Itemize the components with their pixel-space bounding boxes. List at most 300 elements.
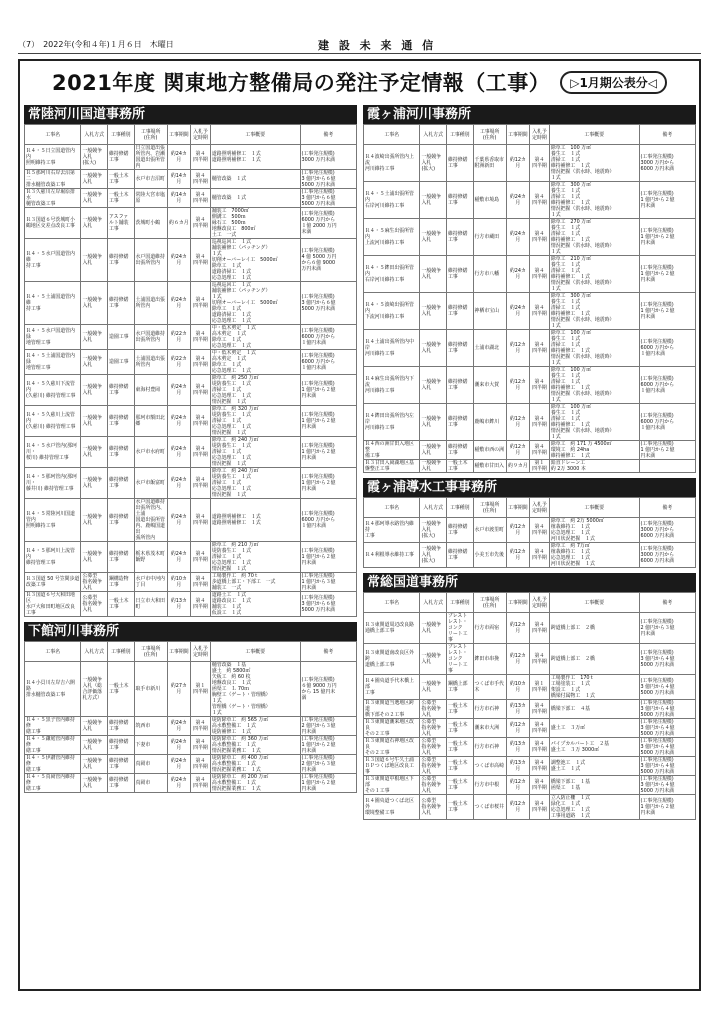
table-cell: 約14カ月 xyxy=(167,170,190,189)
table-cell: (工事発注規模) ６億 9000 万円 から 15 億円未 満 xyxy=(300,662,357,717)
table-cell: 第４ 四半期 xyxy=(190,437,210,468)
table-cell: 維持修繕 工事 xyxy=(446,367,473,404)
table-cell: 約12カ月 xyxy=(506,145,529,182)
table-cell: 約10カ月 xyxy=(167,573,190,592)
table-cell: 一般競争 入札 xyxy=(81,170,108,189)
column-header: 工事種別 xyxy=(446,593,473,613)
table-cell: (工事発注規模) 1 億円から２億 円未満 xyxy=(300,468,357,499)
table-cell: 跨道橋上部工 ２橋 xyxy=(549,644,639,675)
table-row xyxy=(364,757,696,776)
table-cell: 維持修繕 工事 xyxy=(446,543,473,568)
table-cell: Ｒ３東関道当選地区跨道 橋下部その２工事 xyxy=(364,700,420,719)
table-cell: 公募型 指名競争 入札 xyxy=(81,592,108,617)
table-cell: 一般競争 入札 xyxy=(81,717,108,736)
table-cell: 第４ 四半期 xyxy=(190,592,210,617)
table-cell: 約12カ月 xyxy=(506,404,529,441)
table-cell: 約24カ月 xyxy=(506,293,529,330)
table-cell: 一般土木 工事 xyxy=(446,757,473,776)
order-table xyxy=(363,592,696,820)
table-cell: (工事発注規模) 3000 万円未満 xyxy=(300,145,357,170)
table-cell: 約14カ月 xyxy=(167,189,190,208)
table-cell: (工事発注規模) 6000 万円から １億円未満 xyxy=(639,404,696,441)
table-cell: Ｒ３国道 50 号笠間歩道 改築工事 xyxy=(25,573,81,592)
table-cell: 一般土木 工事 xyxy=(446,776,473,795)
table-cell: 除草工 100 万㎡ 養生工 １式 清掃工 １式 維持補修工 １式 情況把握（洪水時、地震時） １式 xyxy=(549,367,639,404)
table-cell: 第４ 四半期 xyxy=(190,170,210,189)
table-row xyxy=(25,208,357,239)
table-cell: 第４ 四半期 xyxy=(529,182,549,219)
table-cell: 一般競争 入札 xyxy=(81,542,108,573)
table-cell: (工事発注規模) 3 億円から４億 5000 万円未満 xyxy=(639,700,696,719)
table-cell: (工事発注規模) 3 億円から４億 5000 万円未満 xyxy=(639,644,696,675)
table-cell: 水戸市吉沼町 xyxy=(134,170,167,189)
table-cell: 日立市大和田 町 xyxy=(134,592,167,617)
column-header: 工事名 xyxy=(25,125,81,145)
column-header: 工事概要 xyxy=(549,593,639,613)
table-cell: 日立国道出張 所管内、岩瀬 国道出張所管 内 xyxy=(134,145,167,170)
table-cell: 第４ 四半期 xyxy=(529,256,549,293)
table-cell: 約12カ月 xyxy=(506,367,529,404)
table-cell: 一般競争 入札 xyxy=(420,460,447,473)
table-cell: Ｒ３国道６号茨城町小 鶴地区交差点改良工事 xyxy=(25,208,81,239)
column-header: 工事概要 xyxy=(549,125,639,145)
table-cell: Ｒ４麻生出張所管内下流 河川維持工事 xyxy=(364,367,420,404)
column-header: 入札方式 xyxy=(81,642,108,662)
table-cell: 一般競争 入札 xyxy=(81,468,108,499)
table-row xyxy=(25,375,357,406)
table-cell: 一般競争 入札 xyxy=(81,325,108,350)
table-cell: 約24カ月 xyxy=(167,239,190,282)
column-header: 入札予 定時期 xyxy=(190,125,210,145)
table-cell: 真岡市 xyxy=(134,755,167,774)
table-cell: 堤防除草工 約 200 万㎡ 高水敷整備工 １式 情況把握業務工 １式 xyxy=(210,774,300,793)
table-cell: 第４ 四半期 xyxy=(190,542,210,573)
table-cell: 行方市石神 xyxy=(473,738,506,757)
table-cell: (工事発注規模) 3000 万円から 6000 万円未満 xyxy=(639,518,696,543)
table-cell: 一般土木 工事 xyxy=(446,700,473,719)
table-header-row xyxy=(364,498,696,518)
table-cell: 第４ 四半期 xyxy=(529,738,549,757)
table-cell: 約24カ月 xyxy=(506,182,529,219)
table-cell: (工事発注規模) 6000 万円から １億円未満 xyxy=(300,350,357,375)
table-cell: (工事発注規模) 1 億円から２億 円未満 xyxy=(639,441,696,460)
table-cell: 除草工 300 万㎡ 養生工 １式 清掃工 １式 維持補修工 １式 情況把握（洪水時、地震時） １式 xyxy=(549,182,639,219)
table-cell: 約24カ月 xyxy=(167,542,190,573)
table-cell: 公募型 指名競争 入札 xyxy=(420,719,447,738)
table-cell: 第４ 四半期 xyxy=(529,367,549,404)
table-cell: 約24カ月 xyxy=(167,406,190,437)
table-cell: 一般競争 入札 xyxy=(81,189,108,208)
table-cell: 第４ 四半期 xyxy=(529,795,549,820)
table-cell: 第４ 四半期 xyxy=(529,145,549,182)
table-cell: 下妻市 xyxy=(134,736,167,755)
table-cell: 第４ 四半期 xyxy=(190,208,210,239)
table-cell: 堤防除草工 約 565 万㎡ 高水敷整備工 １式 堤防補修工 １式 xyxy=(210,717,300,736)
table-cell: 一般競争 入札 xyxy=(81,406,108,437)
table-row xyxy=(364,182,696,219)
column-header: 工事概要 xyxy=(549,498,639,518)
table-cell xyxy=(639,460,696,473)
order-table xyxy=(24,124,357,617)
column-header: 入札方式 xyxy=(420,125,447,145)
column-header: 備考 xyxy=(639,593,696,613)
table-cell: (工事発注規模) 6000 万円から １億円未満 xyxy=(639,330,696,367)
table-cell: 造園工事 xyxy=(107,325,134,350)
table-cell: 第４ 四半期 xyxy=(190,717,210,736)
table-cell: 第４ 四半期 xyxy=(529,404,549,441)
table-row xyxy=(25,774,357,793)
column-header: 工事期間 xyxy=(167,642,190,662)
table-cell: 一般競争 入札 xyxy=(81,774,108,793)
table-cell: 土浦国道出張 所管内 xyxy=(134,350,167,375)
table-cell: 維持修繕 工事 xyxy=(446,182,473,219)
table-cell: Ｒ５那珂川右岸去沼第二 排水樋管改築工事 xyxy=(25,170,81,189)
table-cell: Ｒ４・５久慈川上流管内 (久慈川) 維持管理工事 xyxy=(25,406,81,437)
column-header: 備考 xyxy=(639,498,696,518)
table-cell: Ｒ４・５日立国道管内内 照明維持工事 xyxy=(25,145,81,170)
table-cell: (工事発注規模) 1 億円から２億 円未満 xyxy=(300,542,357,573)
table-cell: 一般土木 工事 xyxy=(446,738,473,757)
table-cell: 公募型 指名競争 入札 xyxy=(420,700,447,719)
table-row xyxy=(25,239,357,282)
office-section xyxy=(363,105,696,473)
table-cell: 維持修繕 工事 xyxy=(107,736,134,755)
table-cell: 除草工 約 240 万㎡ 堤防養生工 １式 清掃工 １式 応急処理工 １式 情況把握 １式 xyxy=(210,468,300,499)
table-cell: 舗装工 7000㎡ 側溝工 500ｍ 縁石工 500ｍ 地盤改良工 800㎡ 土工 一式 xyxy=(210,208,300,239)
table-row xyxy=(364,700,696,719)
table-header-row xyxy=(25,125,357,145)
table-cell: (工事発注規模) 3 億円から６億 5000 万円未満 xyxy=(300,170,357,189)
table-cell: 約22カ月 xyxy=(167,325,190,350)
column-header: 入札予 定時期 xyxy=(529,593,549,613)
table-row xyxy=(25,736,357,755)
table-header-row xyxy=(364,593,696,613)
table-cell: 一般競争 入札 xyxy=(420,219,447,256)
column-header: 入札予 定時期 xyxy=(529,498,549,518)
table-cell: 公募型 指名競争 入札 xyxy=(420,776,447,795)
table-cell: 水戸国道維持 出張所管内 xyxy=(134,239,167,282)
table-cell: 一般競争 入札 xyxy=(420,367,447,404)
table-cell: 除草工 300 万㎡ 養生工 １式 清掃工 １式 維持補修工 １式 情況把握（洪水時、地震時） １式 xyxy=(549,293,639,330)
table-cell: 一般競争 入札 xyxy=(420,404,447,441)
table-cell: 潮来市大洲 xyxy=(473,719,506,738)
table-cell: 約６カ月 xyxy=(167,208,190,239)
table-cell: Ｒ４・５波崎出張所管内 下流河川維持工事 xyxy=(364,293,420,330)
table-cell: 約22カ月 xyxy=(167,350,190,375)
table-cell: 約24カ月 xyxy=(167,755,190,774)
table-cell: 一般土木 工事 xyxy=(107,592,134,617)
table-cell: Ｒ４・５麻生出張所管内 上流河川維持工事 xyxy=(364,219,420,256)
table-cell: (工事発注規模) 1 億円から３億 円未満 xyxy=(300,573,357,592)
table-cell: Ｒ４・５黒子管内維持修 繕工事 xyxy=(25,717,81,736)
table-cell: 調整池工 １式 盛土工 １式 xyxy=(549,757,639,776)
table-cell: 維持修繕 工事 xyxy=(446,441,473,460)
table-cell: 一般競争 入札 xyxy=(81,755,108,774)
table-cell: 堤防除草工 約 360 万㎡ 高水敷整備工 １式 情況把握業務工 １式 xyxy=(210,736,300,755)
table-cell: 第１ 四半期 xyxy=(190,662,210,717)
table-cell: 除草工 100 万㎡ 養生工 １式 清掃工 １式 維持補修工 １式 情況把握（洪水時、地震時） １式 xyxy=(549,404,639,441)
table-cell: 除草工 約 250 万㎡ 堤防養生工 １式 清掃工 １式 応急処理工 １式 情況把握 １式 xyxy=(210,375,300,406)
table-cell: 水戸市飯富町 xyxy=(134,468,167,499)
column-header: 入札予 定時期 xyxy=(190,642,210,662)
table-cell: (工事発注規模) 3 億円から４億 5000 万円未満 xyxy=(639,776,696,795)
table-cell: 約24カ月 xyxy=(167,499,190,542)
table-cell: 一般競争 入札 xyxy=(420,675,447,700)
table-cell: Ｒ３東関道中根地区下部 その１工事 xyxy=(364,776,420,795)
table-cell: 一般競争 入札 xyxy=(420,613,447,644)
table-cell: プレスト レスト・ コンク リート工 事 xyxy=(446,613,473,644)
table-cell: Ｒ４・５真岡管内維持修 繕工事 xyxy=(25,774,81,793)
table-cell: 約12カ月 xyxy=(506,518,529,543)
column-header: 工事種別 xyxy=(107,642,134,662)
table-cell: 巡視巡回工 １式 舗装補修工（パッチング） １式 切削オーバーレイ工 5000㎡ 除草工 １式 道路清掃工 １式 応急処理工 １式 xyxy=(210,239,300,282)
table-header-row xyxy=(364,125,696,145)
column-header: 入札方式 xyxy=(420,498,447,518)
table-cell: Ｒ４・５土浦国道管内維 持工事 xyxy=(25,282,81,325)
table-cell: (工事発注規模) 1 億円から２億 円未満 xyxy=(639,182,696,219)
table-cell: 水戸市中河内 丁目 xyxy=(134,573,167,592)
table-cell: (工事発注規模) 3 億円から６億 5000 万円未満 xyxy=(300,592,357,617)
table-cell: 第１ 四半期 xyxy=(529,460,549,473)
table-cell: Ｒ４利根導水維持工事 xyxy=(364,543,420,568)
table-cell: 公募型 指名競争 入札 xyxy=(420,795,447,820)
table-cell: 一般土木 工事 xyxy=(107,662,134,717)
table-cell: 維持修繕 工事 xyxy=(446,404,473,441)
column-header: 入札予 定時期 xyxy=(529,125,549,145)
table-cell: Ｒ４・５水戸国道管内維 持工事 xyxy=(25,239,81,282)
table-cell: 土浦市湖北 xyxy=(473,330,506,367)
table-cell: 維持修繕 工事 xyxy=(107,375,134,406)
table-cell: (工事発注規模) 3000 万円から 6000 万円未満 xyxy=(639,145,696,182)
table-cell: (工事発注規模) 3 億円から６億 5000 万円未満 xyxy=(300,282,357,325)
table-cell: 橋梁下部工 ４基 xyxy=(549,700,639,719)
column-header: 工事名 xyxy=(364,498,420,518)
table-row xyxy=(364,518,696,543)
table-cell: Ｒ４土浦出張所管内中岸 河川維持工事 xyxy=(364,330,420,367)
table-row xyxy=(364,719,696,738)
table-cell: 第４ 四半期 xyxy=(529,330,549,367)
table-row xyxy=(25,437,357,468)
column-header: 工事種別 xyxy=(107,125,134,145)
table-cell: (工事発注規模) 1 億円から２億 円未満 xyxy=(300,375,357,406)
table-cell: 公募型 指名競争 入札 xyxy=(81,573,108,592)
table-cell: つくば市桜井 xyxy=(473,795,506,820)
table-cell: (工事発注規模) 1 億円から２億 円未満 xyxy=(300,437,357,468)
table-cell: (工事発注規模) 6000 万円から １億円未満 xyxy=(639,367,696,404)
table-cell: 約24カ月 xyxy=(167,717,190,736)
table-cell: 茨城町小鶴 xyxy=(134,208,167,239)
right-column xyxy=(363,105,696,820)
table-cell: 行方市中根 xyxy=(473,776,506,795)
table-cell: 維持修繕 工事 xyxy=(107,717,134,736)
table-cell: 約12カ月 xyxy=(506,613,529,644)
table-cell: (工事発注規模) 1 億円から２億 円未満 xyxy=(300,406,357,437)
table-row xyxy=(364,145,696,182)
table-cell: 中・低木剪定 １式 高木剪定 １式 除草工 １式 応急処理工 １式 xyxy=(210,350,300,375)
table-cell: 約24カ月 xyxy=(167,468,190,499)
table-cell: 水戸国道維持 出張所管内、土浦 国道出張所管 内、鹿嶋国道出 張所管内 xyxy=(134,499,167,542)
table-cell: 維持修繕 工事 xyxy=(107,406,134,437)
table-cell: 栃木県茂木町 飯野 xyxy=(134,542,167,573)
table-cell: 維持修繕 工事 xyxy=(446,256,473,293)
table-row xyxy=(364,367,696,404)
table-cell: 約13カ月 xyxy=(506,757,529,776)
table-cell: (工事発注規模) 1 億円から２億 円未満 xyxy=(300,774,357,793)
table-cell: Ｒ４西の洲甘田入地区整 備工事 xyxy=(364,441,420,460)
table-cell: 鉛直ドレーン工 約 2万 3000 本 xyxy=(549,460,639,473)
table-row xyxy=(364,675,696,700)
table-row xyxy=(25,406,357,437)
table-cell: アスファ ルト舗装 工事 xyxy=(107,208,134,239)
table-cell: Ｒ４圏央道手代木橋上部 工事 xyxy=(364,675,420,700)
table-cell: 行方市蔵田 xyxy=(473,219,506,256)
table-cell: 第４ 四半期 xyxy=(190,499,210,542)
table-cell: Ｒ４・５那珂川上流管内 維持管理工事 xyxy=(25,542,81,573)
column-header: 備考 xyxy=(639,125,696,145)
column-header: 入札方式 xyxy=(81,125,108,145)
table-cell: 第４ 四半期 xyxy=(190,375,210,406)
table-cell: 千葉県香取市 附洲新田 xyxy=(473,145,506,182)
table-cell: 第４ 四半期 xyxy=(529,700,549,719)
table-cell: (工事発注規模) 6000 万円から １億円未満 xyxy=(300,499,357,542)
table-cell: 那珂市額田北 郷 xyxy=(134,406,167,437)
table-cell: Ｒ４鉾田出張所管内左岸 河川維持工事 xyxy=(364,404,420,441)
table-cell: 土浦国道出張 所管内 xyxy=(134,282,167,325)
table-cell: (工事発注規模) 2 億円から３億 円未満 xyxy=(639,613,696,644)
column-header: 工事場所 (住所) xyxy=(473,125,506,145)
period-badge: ▷1月期公表分◁ xyxy=(560,71,667,94)
table-row xyxy=(364,795,696,820)
table-cell: 第４ 四半期 xyxy=(529,293,549,330)
table-cell: 道路照明補修工 １式 道路照明補修工 １式 xyxy=(210,145,300,170)
table-row xyxy=(364,543,696,568)
table-cell: (工事発注規模) 3 億円から４億 5000 万円未満 xyxy=(639,719,696,738)
table-cell: Ｒ４那珂導水路管内維持 工事 xyxy=(364,518,420,543)
table-row xyxy=(364,256,696,293)
table-cell: 除草工 210 万㎡ 養生工 １式 清掃工 １式 維持補修工 １式 情況把握（洪水時、地震時） １式 xyxy=(549,256,639,293)
table-cell: 約12カ月 xyxy=(506,795,529,820)
table-cell: プレスト レスト・ コンク リート工 事 xyxy=(446,644,473,675)
table-cell: 除草工 約 171 万 4500㎡ 環境工 約 24ha 維持補修工 １式 xyxy=(549,441,639,460)
table-cell: Ｒ４・５鎌庭管内維持修 繕工事 xyxy=(25,736,81,755)
table-cell: 第４ 四半期 xyxy=(190,406,210,437)
table-cell: つくば市高崎 xyxy=(473,757,506,776)
table-cell: 第４ 四半期 xyxy=(529,776,549,795)
table-cell: (工事発注規模) 1 億円から２億 円未満 xyxy=(639,256,696,293)
column-header: 工事期間 xyxy=(506,125,529,145)
table-cell: 一般競争 入札 xyxy=(81,736,108,755)
table-cell: 水戸市渡里町 xyxy=(473,518,506,543)
table-cell: 一般競争 入札 (拡大) xyxy=(81,145,108,170)
table-cell: (工事発注規模) 3 億円から４億 5000 万円未満 xyxy=(639,675,696,700)
table-row xyxy=(364,644,696,675)
order-table xyxy=(363,497,696,568)
table-cell: 一般競争 入札 xyxy=(81,437,108,468)
table-cell: 約12カ月 xyxy=(506,441,529,460)
table-cell: 一般競争 入札 xyxy=(420,256,447,293)
table-cell: (工事発注規模) 3 億円から４億 5000 万円未満 xyxy=(639,738,696,757)
table-cell: 第４ 四半期 xyxy=(190,350,210,375)
table-cell: Ｒ４・５那珂管内(那珂川・ 藤井川) 維持管理工事 xyxy=(25,468,81,499)
table-cell: 鋼構造物 工事 xyxy=(107,573,134,592)
table-row xyxy=(25,350,357,375)
table-cell: 除草工 100 万㎡ 養生工 １式 清掃工 １式 維持補修工 １式 情況把握（洪水時、地震時） １式 xyxy=(549,330,639,367)
table-cell: 第４ 四半期 xyxy=(529,757,549,776)
table-cell: 維持修繕 工事 xyxy=(107,468,134,499)
table-cell: (工事発注規模) 1 億円から２億 円未満 xyxy=(639,293,696,330)
table-cell: 神栖市宝山 xyxy=(473,293,506,330)
office-section xyxy=(363,478,696,568)
table-cell: 一般競争 入札 (拡大) xyxy=(420,145,447,182)
table-cell: 約24カ月 xyxy=(506,256,529,293)
table-row xyxy=(25,717,357,736)
table-cell: 除草工 約 240 万㎡ 堤防養生工 １式 清掃工 １式 応急処理工 １式 情況把握 １式 xyxy=(210,437,300,468)
table-cell: Ｒ４小貝川左岸吉六開路 排水樋管改築工事 xyxy=(25,662,81,717)
table-cell: 約10カ月 xyxy=(506,675,529,700)
order-table xyxy=(24,641,357,793)
banner-title: 2021年度 関東地方整備局の発注予定情報（工事） xyxy=(51,71,551,95)
table-cell: 一般競争 入札 xyxy=(81,282,108,325)
table-row xyxy=(25,325,357,350)
table-cell: Ｒ４圏央道つくば北区外 環境整備工事 xyxy=(364,795,420,820)
table-cell: 潮来市大賀 xyxy=(473,367,506,404)
table-cell: 維持修繕 工事 xyxy=(107,145,134,170)
table-cell: 維持修繕 工事 xyxy=(446,219,473,256)
table-cell: 堤防除草工 約 400 万㎡ 高水敷整備工 １式 情況把握業務工 １式 xyxy=(210,755,300,774)
table-cell: 樋管改築 １基 盛土 約 5800㎥ 矢板工 約 60 枚 地盤改良工 １式 函渠工 Ｌ 70ｍ 胸壁工（ゲート・管理橋） １式 管理橋（ゲート・管理橋） １式 xyxy=(210,662,300,717)
table-cell: 維持修繕 工事 xyxy=(446,518,473,543)
table-cell: 一般競争 入札 xyxy=(81,350,108,375)
table-row xyxy=(364,293,696,330)
table-cell: 一般競争 入札 (拡大) xyxy=(420,518,447,543)
table-cell: 約24カ月 xyxy=(167,736,190,755)
table-cell: (工事発注規模) 1 億円から２億 円未満 xyxy=(639,795,696,820)
table-cell: 一般競争 入札 xyxy=(81,208,108,239)
table-cell: 水戸国道維持 出張所管内 xyxy=(134,325,167,350)
table-cell: 約12カ月 xyxy=(506,776,529,795)
table-cell: 一般土木 工事 xyxy=(107,170,134,189)
table-cell: (工事発注規模) 1 億円から２億 円未満 xyxy=(639,219,696,256)
table-cell: (工事発注規模) 6000 万円から １億 2000 万円 未満 xyxy=(300,208,357,239)
table-row xyxy=(364,738,696,757)
table-cell: 維持修繕 工事 xyxy=(107,282,134,325)
table-cell: 維持修繕 工事 xyxy=(107,755,134,774)
table-cell: 樋管改築 １式 xyxy=(210,170,300,189)
column-header: 工事場所 (住所) xyxy=(473,498,506,518)
table-cell: 除草工 約 320 万㎡ 堤防養生工 １式 清掃工 １式 応急処理工 １式 情況把握 １式 xyxy=(210,406,300,437)
table-cell: 維持修繕 工事 xyxy=(107,542,134,573)
table-row xyxy=(364,219,696,256)
table-cell: 造園工事 xyxy=(107,350,134,375)
table-cell: 約13カ月 xyxy=(506,738,529,757)
table-cell: 約24カ月 xyxy=(167,145,190,170)
table-cell: 立入防止柵 １式 緑化工 １式 応急処理工 １式 工事用道路 １式 xyxy=(549,795,639,820)
table-row xyxy=(25,170,357,189)
table-cell: パイプカルバート工 ２基 盛土工 ３万 3000㎥ xyxy=(549,738,639,757)
table-cell: Ｒ４・５久慈川下流管内 (久慈川) 維持管理工事 xyxy=(25,375,81,406)
table-cell: 小美玉市先後 xyxy=(473,543,506,568)
column-header: 工事種別 xyxy=(446,498,473,518)
table-cell: 一般土木 工事 xyxy=(446,460,473,473)
table-cell: つくば市手代 木 xyxy=(473,675,506,700)
table-cell: 一般競争 入札 xyxy=(420,182,447,219)
table-row xyxy=(25,662,357,717)
table-row xyxy=(25,592,357,617)
table-cell: 道路照明補修工 １式 道路照明補修工 １式 xyxy=(210,499,300,542)
section-title: 常陸河川国道事務所 xyxy=(24,105,357,124)
table-cell: 第４ 四半期 xyxy=(529,644,549,675)
table-cell: 稲敷市西の洲 xyxy=(473,441,506,460)
